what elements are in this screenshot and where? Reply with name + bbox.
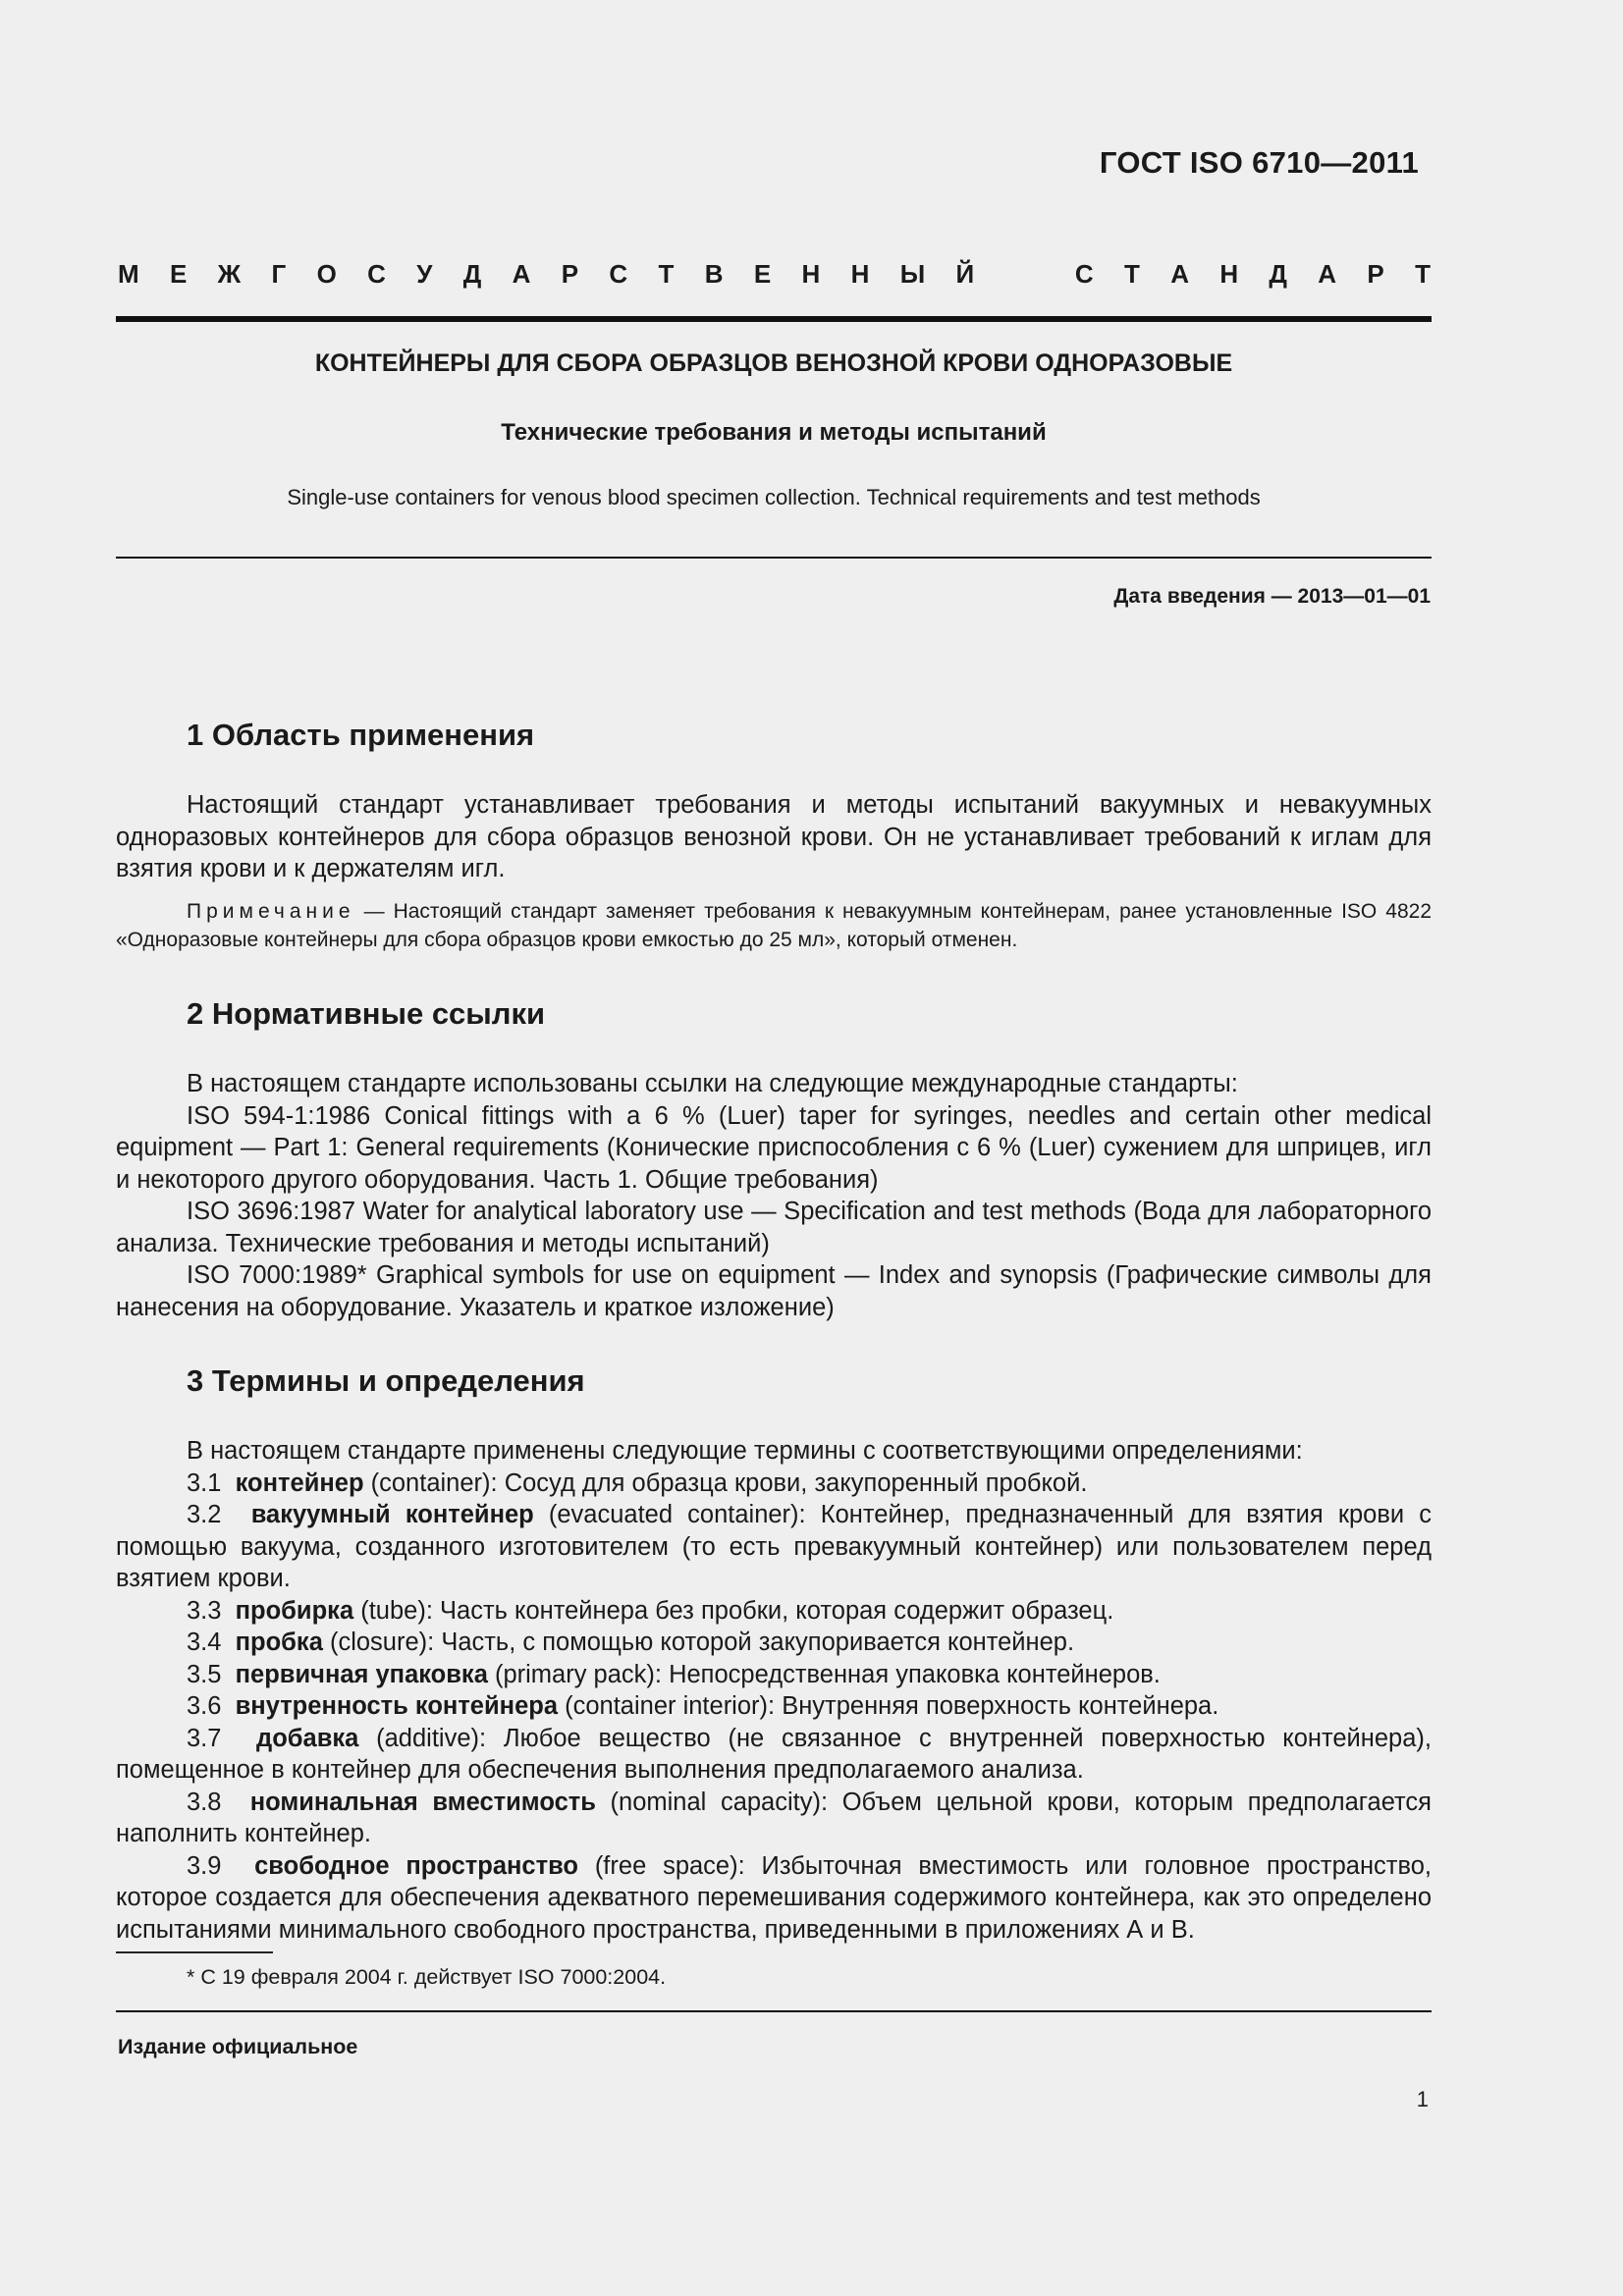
- header-rule: [116, 316, 1432, 322]
- banner-letter: Ы: [899, 259, 926, 289]
- term-english: (primary pack):: [487, 1660, 662, 1688]
- term-text: Избыточная вместимость или головное пространство, которое создается для обеспечения адекватного перемешивания содержимого контейнера, как это определено испытаниями минимального свободного пространства, приведенными в приложениях А и В.: [116, 1851, 1432, 1944]
- introduction-date: Дата введения — 2013—01—01: [1113, 585, 1431, 608]
- term-name: свободное пространство: [254, 1851, 578, 1880]
- banner-letter: В: [704, 259, 724, 289]
- term-number: 3.9: [187, 1851, 222, 1880]
- reference-item: ISO 594-1:1986 Conical fittings with a 6 % (Luer) taper for syringes, needles and certain other medical equipment — Part 1: General requirements (Конические приспособления с 6 % (Luer) сужением для шприцев, игл и некоторого другого оборудования. Часть 1. Общие требования): [116, 1101, 1432, 1194]
- banner-letter: Р: [1367, 259, 1384, 289]
- banner-letter: Д: [462, 259, 482, 289]
- edition-label: Издание официальное: [118, 2035, 358, 2058]
- term-english: (additive):: [358, 1724, 487, 1752]
- banner-letter: Е: [753, 259, 772, 289]
- english-title: Single-use containers for venous blood specimen collection. Technical requirements and test methods: [287, 485, 1261, 509]
- term-definition: [116, 1627, 1432, 1659]
- note-text: — Настоящий стандарт заменяет требования к невакуумным контейнерам, ранее установленные ISO 4822 «Одноразовые контейнеры для сбора образцов крови емкостью до 25 мл», который отменен.: [116, 900, 1432, 951]
- section-2-intro: В настоящем стандарте использованы ссылки на следующие международные стандарты:: [187, 1070, 1238, 1097]
- reference-item: ISO 3696:1987 Water for analytical laboratory use — Specification and test methods (Вода для лабораторного анализа. Технические требования и методы испытаний): [116, 1198, 1432, 1257]
- term-definition: [116, 1850, 1432, 1947]
- banner-letter: Г: [271, 259, 287, 289]
- term-definition: [116, 1468, 1432, 1500]
- banner-letter: Т: [658, 259, 675, 289]
- banner-letter: О: [316, 259, 337, 289]
- term-number: 3.8: [187, 1788, 222, 1816]
- term-definition: [116, 1690, 1432, 1723]
- term-name: номинальная вместимость: [249, 1788, 596, 1816]
- footnote: * С 19 февраля 2004 г. действует ISO 7000:2004.: [187, 1965, 667, 1989]
- page-number: 1: [1416, 2087, 1429, 2111]
- term-definition: [116, 1659, 1432, 1691]
- section-3-heading: 3 Термины и определения: [187, 1363, 585, 1398]
- banner-letter: М: [118, 259, 139, 289]
- banner-letter: Й: [955, 259, 975, 289]
- term-number: 3.2: [187, 1501, 222, 1528]
- section-1-body: [116, 789, 1432, 885]
- title-rule: [116, 557, 1432, 559]
- term-number: 3.7: [187, 1724, 222, 1752]
- term-text: Объем цельной крови, которым предполагается наполнить контейнер.: [116, 1788, 1432, 1847]
- term-definition: [116, 1787, 1432, 1850]
- banner-letter: Д: [1269, 259, 1287, 289]
- term-name: первичная упаковка: [235, 1660, 488, 1688]
- term-english: (closure):: [322, 1629, 435, 1656]
- term-english: (nominal capacity):: [595, 1788, 829, 1816]
- banner-letter: С: [1074, 259, 1094, 289]
- term-definition: [116, 1499, 1432, 1595]
- term-number: 3.4: [187, 1629, 222, 1656]
- section-2-body: [116, 1068, 1432, 1323]
- term-number: 3.1: [187, 1468, 222, 1497]
- banner-letter: Р: [561, 259, 579, 289]
- term-name: добавка: [256, 1724, 359, 1752]
- section-3-intro: В настоящем стандарте применены следующие термины с соответствующими определениями:: [187, 1437, 1303, 1465]
- interstate-standard-banner: [118, 259, 1431, 290]
- note-label: Примечание: [187, 900, 355, 923]
- term-number: 3.6: [187, 1692, 222, 1720]
- standard-code: ГОСТ ISO 6710—2011: [1099, 145, 1419, 180]
- section-1-paragraph: Настоящий стандарт устанавливает требования и методы испытаний вакуумных и невакуумных одноразовых контейнеров для сбора образцов венозной крови. Он не устанавливает требований к иглам для взятия крови и к держателям игл.: [116, 791, 1432, 882]
- term-english: (evacuated container):: [533, 1501, 806, 1528]
- term-number: 3.5: [187, 1660, 222, 1688]
- banner-letter: С: [609, 259, 628, 289]
- term-number: 3.3: [187, 1596, 222, 1625]
- banner-letter: А: [1318, 259, 1337, 289]
- banner-letter: Т: [1123, 259, 1140, 289]
- term-text: Сосуд для образца крови, закупоренный пробкой.: [497, 1468, 1088, 1497]
- term-definition: [116, 1723, 1432, 1787]
- footer-rule: [116, 2010, 1432, 2012]
- reference-item: ISO 7000:1989* Graphical symbols for use on equipment — Index and synopsis (Графические символы для нанесения на оборудование. Указатель и краткое изложение): [116, 1261, 1432, 1321]
- banner-letter: Н: [850, 259, 870, 289]
- term-text: Часть контейнера без пробки, которая содержит образец.: [432, 1596, 1114, 1625]
- banner-letter: Ж: [217, 259, 242, 289]
- term-english: (tube):: [353, 1596, 433, 1625]
- term-english: (free space):: [578, 1851, 745, 1880]
- term-name: вакуумный контейнер: [250, 1501, 534, 1528]
- term-name: контейнер: [235, 1468, 364, 1497]
- term-name: пробка: [235, 1629, 323, 1656]
- term-text: Часть, с помощью которой закупоривается контейнер.: [434, 1629, 1075, 1656]
- term-english: (container interior):: [558, 1692, 776, 1720]
- banner-letter: Е: [170, 259, 188, 289]
- section-1-heading: 1 Область применения: [187, 718, 535, 752]
- banner-word-gap: [1005, 259, 1045, 290]
- term-definition: [116, 1595, 1432, 1628]
- section-3-body: [116, 1435, 1432, 1946]
- term-text: Непосредственная упаковка контейнеров.: [662, 1660, 1161, 1688]
- section-1-note: [116, 897, 1432, 954]
- banner-letter: А: [512, 259, 531, 289]
- section-2-heading: 2 Нормативные ссылки: [187, 996, 546, 1031]
- term-text: Любое вещество (не связанное с внутренней поверхностью контейнера), помещенное в контейнер для обеспечения выполнения предполагаемого анализа.: [116, 1724, 1432, 1784]
- banner-letter: У: [416, 259, 433, 289]
- term-name: внутренность контейнера: [235, 1692, 559, 1720]
- term-text: Внутренняя поверхность контейнера.: [775, 1692, 1219, 1720]
- term-name: пробирка: [235, 1596, 354, 1625]
- banner-letter: Н: [1219, 259, 1239, 289]
- banner-letter: Н: [801, 259, 821, 289]
- banner-letter: А: [1170, 259, 1189, 289]
- term-english: (container):: [363, 1468, 498, 1497]
- footnote-rule: [116, 1951, 273, 1953]
- document-subtitle: Технические требования и методы испытаний: [501, 419, 1047, 446]
- term-text: Контейнер, предназначенный для взятия крови с помощью вакуума, созданного изготовителем (то есть превакуумный контейнер) или пользователем перед взятием крови.: [116, 1501, 1432, 1592]
- document-title: КОНТЕЙНЕРЫ ДЛЯ СБОРА ОБРАЗЦОВ ВЕНОЗНОЙ КРОВИ ОДНОРАЗОВЫЕ: [314, 349, 1233, 377]
- banner-letter: Т: [1415, 259, 1431, 289]
- banner-letter: С: [367, 259, 386, 289]
